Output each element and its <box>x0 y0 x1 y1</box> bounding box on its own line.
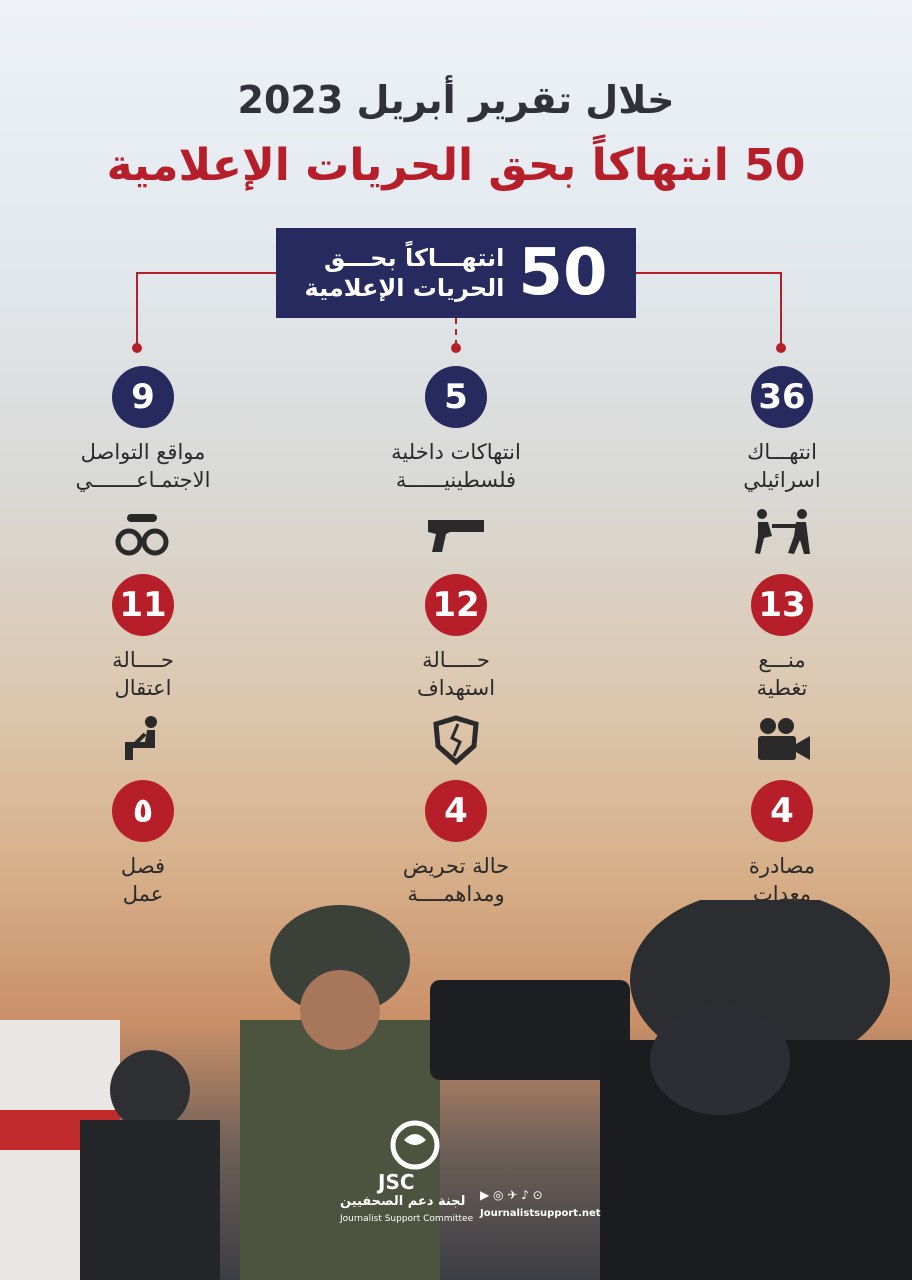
stat-label: فصل عمل <box>120 854 166 906</box>
category-palestinian <box>346 366 566 494</box>
summary-label-line2: الحريات الإعلامية <box>304 274 505 302</box>
kneeling-person-icon <box>111 714 175 766</box>
footer-branding <box>330 1120 630 1240</box>
connector-right-h <box>636 272 782 274</box>
org-name-arabic: لجنة دعم الصحفيين <box>340 1194 466 1209</box>
broken-shield-icon <box>424 714 488 766</box>
video-camera-icon <box>750 714 814 766</box>
category-label: انتهاكات داخلية فلسطينيــــــة <box>391 440 521 492</box>
category-value-circle: 9 <box>112 366 174 428</box>
stat-value-circle: 12 <box>425 574 487 636</box>
category-israeli <box>672 366 892 494</box>
logo-text: JSC <box>378 1170 415 1194</box>
connector-left-h <box>136 272 276 274</box>
stat-targeting <box>346 508 566 702</box>
category-value-circle: 5 <box>425 366 487 428</box>
stat-value-circle: ٥ <box>112 780 174 842</box>
stat-dismissal <box>33 714 253 908</box>
website-link[interactable]: Journalistsupport.net <box>480 1208 601 1219</box>
gun-icon <box>424 508 488 560</box>
stat-label: مصادرة معدات <box>748 854 816 906</box>
summary-number: 50 <box>518 236 608 310</box>
handcuffs-icon <box>111 508 175 560</box>
summary-box <box>276 228 636 318</box>
category-value-circle: 36 <box>751 366 813 428</box>
summary-label-line1: انتهـــاكاً بحـــق <box>324 244 505 272</box>
connector-dot-right <box>776 343 786 353</box>
category-label: مواقع التواصل الاجتمـاعـــــــي <box>75 440 211 492</box>
org-name-english: Journalist Support Committee <box>340 1214 474 1224</box>
report-period-title: خلال تقرير أبريل 2023 <box>237 78 675 122</box>
stat-value-circle: 4 <box>751 780 813 842</box>
connector-left-v <box>136 272 138 346</box>
connector-center-v <box>455 318 457 346</box>
stat-value-circle: 11 <box>112 574 174 636</box>
connector-dot-center <box>451 343 461 353</box>
social-icons: ▶ ◎ ✈ ♪ ⊙ <box>480 1188 543 1202</box>
connector-right-v <box>780 272 782 346</box>
category-label: انتهـــاك اسرائيلي <box>743 440 821 492</box>
stat-value-circle: 4 <box>425 780 487 842</box>
stat-coverage-ban <box>672 508 892 702</box>
main-headline: 50 انتهاكاً بحق الحريات الإعلامية <box>106 140 806 191</box>
connector-dot-left <box>132 343 142 353</box>
stat-label: حـــــالة استهداف <box>416 648 496 700</box>
summary-label <box>305 243 505 303</box>
stat-value-circle: 13 <box>751 574 813 636</box>
jsc-logo-icon <box>390 1120 440 1170</box>
stat-label: حالة تحريض ومداهمــــة <box>402 854 510 906</box>
stat-equipment-confiscation <box>672 714 892 908</box>
stat-arrest <box>33 508 253 702</box>
category-social-media <box>33 366 253 494</box>
stat-label: حــــالة اعتقال <box>112 648 174 700</box>
stat-label: منـــع تغطية <box>756 648 808 700</box>
assault-icon <box>750 508 814 560</box>
stat-incitement-raid <box>346 714 566 908</box>
